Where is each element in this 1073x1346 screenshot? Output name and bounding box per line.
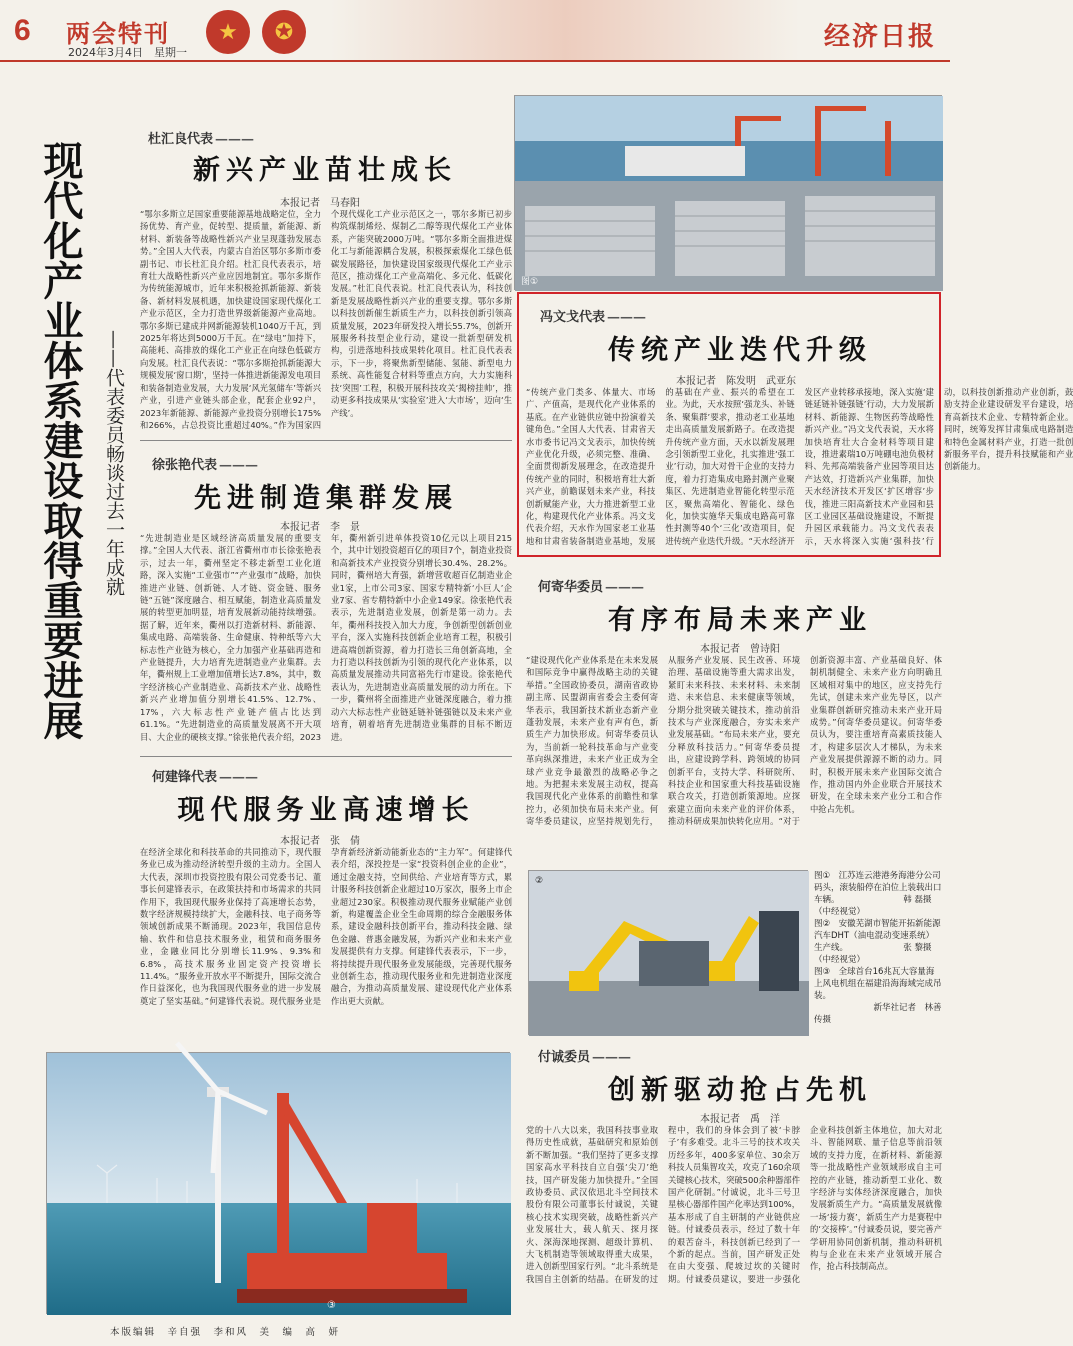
article-1-title: 新兴产业苗壮成长 bbox=[193, 155, 457, 186]
article-4-tag: 冯文戈代表 ——— bbox=[540, 306, 646, 325]
feature-subtitle: ——代表委员畅谈过去一年成就 bbox=[103, 330, 125, 596]
article-2-byline: 本报记者 李 景 bbox=[280, 522, 360, 533]
divider bbox=[140, 756, 512, 757]
article-6-body: 党的十八大以来，我国科技事业取得历史性成就，基础研究和原始创新不断加强。“我们坚持了更多支撑国家高水平科技自立自强‘尖刀’绝技，国产研发能力加快提升。”全国政协委员、武汉依迅北斗空间技术股份有限公司董事长付诚说，关键核心技术实现突破，战略性新兴产业发展壮大，载人航天、探月探火、深海深地探测、超级计算机、大飞机制造等领域取得重大成果，进入创新型国家行列。“北斗系统是我国自主创新的结晶。在研发的过程中，我们的身体会到了被‘卡脖子’有多难受。北斗三号的技术攻关历经多年，400多家单位、30余万科技人员集智攻关，攻克了160余项关键核心技术，突破500余种器部件国产化研制。”付诚说，北斗三号卫星核心器部件国产化率达到100%，基本形成了自主研制的产业链供应链。付诚委员表示，经过了数十年的艰苦奋斗，科技创新已经到了一个新的起点。当前，国产研发正处在由大变强、爬坡过坎的关键时期。付诚委员建议，要进一步强化企业科技创新主体地位，加大对北斗、智能网联、量子信息等前沿领域的支持力度，在新材料、新能源等一批战略性产业领域形成自主可控的产业链，推动新型工业化、数字经济与实体经济深度融合，加快发展新质生产力。“高质量发展就像一场‘接力赛’，新质生产力是赛程中的‘交接棒’。”付诚委员说，要完善产学研用协同创新机制，推动科研机构与企业在未来产业领域开展合作，抢占科技制高点。 bbox=[526, 1125, 942, 1284]
cppcc-emblem-icon: ✪ bbox=[262, 10, 306, 54]
article-2-title: 先进制造集群发展 bbox=[194, 483, 458, 514]
article-3-title: 现代服务业高速增长 bbox=[177, 795, 475, 826]
robot-arm-icon bbox=[529, 871, 809, 1036]
article-4-body: “传统产业门类多、体量大、市场广、产值高，是现代化产业体系的基底。在产业链供应链中扮演着关键角色。”全国人大代表、甘肃省天水市委书记冯文戈表示，加快传统产业优化升级，必须完整、准确、全面贯彻新发展理念，在改造提升传统产业的同时，积极培育壮大新兴产业，前瞻谋划未来产业，科技创新赋能产业，大力推进新型工业化，构建现代化产业体系。冯文戈代表介绍，天水作为国家老工业基地和甘肃省装备制造业基地，发展的基础在产业、振兴的希望在工业。为此，天水按照‘强龙头、补链条、聚集群’要求，推动老工业基地走出高质量发展新路子。在改造提升传统产业方面，天水以新发展理念引领新型工业化，扎实推进‘强工业’行动，加大对骨干企业的支持力度，着力打造集成电路封测产业聚集区、先进制造业智能化转型示范区，聚焦高端化、智能化、绿色化，加快实施华天集成电路高可靠性封测等40个‘三化’改造项目，促进传统产业迭代升级。“天水经济开发区产业转移承接地，深入实施‘建链延链补链强链’行动，大力发展新材料、新能源、生物医药等战略性新兴产业。”冯文戈代表说，天水将加快培育壮大合金材料等项目建设，推进素瑞10万吨硼电池负极材料、先邦高端装备产业园等项目达产达效，打造新兴产业集群，加快天水经济技术开发区‘扩区增容’步伐，推进三阳高新技术产业园和县区工业园区基础设施建设，不断提升园区承载能力。冯文戈代表表示，天水将深入实施‘强科技’行动，以科技创新推动产业创新，鼓励支持企业建设研发平台建设，培育高新技术企业、专精特新企业。同时，统筹发挥甘肃集成电路制造和特色金属材料产业，打造一批创新服务平台，提升科技赋能和产业创新能力。 bbox=[526, 387, 1073, 546]
port-photo bbox=[514, 95, 942, 290]
divider bbox=[140, 440, 512, 441]
article-3-tag: 何建锋代表 ——— bbox=[152, 766, 258, 785]
feature-title: 现代化产业体系建设取得重要进展 bbox=[37, 140, 83, 740]
article-5-title: 有序布局未来产业 bbox=[608, 605, 872, 636]
article-6-title: 创新驱动抢占先机 bbox=[608, 1075, 872, 1106]
port-icon bbox=[515, 96, 943, 291]
article-1-byline: 本报记者 马春阳 bbox=[280, 198, 360, 209]
article-5-body: “建设现代化产业体系是在未来发展和国际竞争中赢得战略主动的关键举措。”全国政协委员，湖南省政协副主席、民盟湖南省委会主委何寄华表示，我国新技术新业态新产业蓬勃发展，未来产业有声有色，新质生产力加快形成。何寄华委员认为，当前新一轮科技革命与产业变革向纵深推进，未来产业正成为全球产业竞争最激烈的战略必争之地。为把握未来发展主动权，提高我国现代化产业体系的前瞻性和掌控力，必须加快布局未来产业。何寄华委员建议，应坚持规划先行，从服务产业发展、民生改善、环境治理、基础设施等重大需求出发，紧盯未来科技、未来材料、未来制造、未来信息、未来健康等领域，分期分批突破关键技术，推动前沿技术与产业深度融合，夯实未来产业发展基础。“布局未来产业，要充分释放科技活力。”何寄华委员提出，应建设跨学科、跨领域的协同创新平台，支持大学、科研院所、科技企业和国家重大科技基础设施联合攻关，打造创新策源地。应探索建立面向未来产业的评价体系，推动科研成果加快转化应用。“对于创新资源丰富、产业基础良好、体制机制健全、未来产业方向明确且区域相对集中的地区，应支持先行先试，创建未来产业先导区，以产业集群创新研究推动未来产业开局成势。”何寄华委员建议。何寄华委员认为，要注重培育高素质技能人才，构建多层次人才梯队，为未来产业发展提供源源不断的动力。同时，积极开展未来产业国际交流合作，推动国内外企业联合开展技术研发，在全球未来产业分工和合作中抢占先机。 bbox=[526, 655, 942, 827]
header-band bbox=[330, 0, 800, 60]
photo-captions: 图① 江苏连云港港务海港分公司码头，滚装船停在泊位上装载出口车辆。 韩 磊摄（中经视觉） 图② 安徽芜湖市智能开拓新能源汽车DHT（油电混动变速系统）生产线。 张 黎摄（中经视觉） 图③ 全球首台16兆瓦大容量海上风电机组在福建沿海海域完成吊装。 新华社记者 林善传摄 bbox=[814, 871, 942, 1025]
wind-turbine-photo bbox=[46, 1052, 510, 1314]
photo-3-marker: ③ bbox=[327, 1300, 336, 1311]
article-1-body: “鄂尔多斯立足国家重要能源基地战略定位，全力扬优势、育产业，促转型、提质量，新能源、新材料、新装备等战略性新兴产业呈现蓬勃发展态势。”全国人大代表，内蒙古自治区鄂尔多斯市委副书记、市长杜汇良介绍。杜汇良代表表示，培育壮大战略性新兴产业应因地制宜。鄂尔多斯作为传统能源城市，近年来积极抢抓新能源、新装备、新材料发展机遇，加快建设国家现代煤化工产业示范区，全力打造世界级新能源产业高地。鄂尔多斯已建成并网新能源装机1040万千瓦，到2025年将达到5000万千瓦。在“绿电”加持下，高能耗、高排放的煤化工产业正在向绿色低碳方向发展。杜汇良代表说：“鄂尔多斯抢抓新能源大规模发展‘窗口期’，坚持一体推进新能源发电项目和装备制造业发展，大力发展‘风光氢储车’等新兴产业，引进产业链头部企业，配套企业92户，2023年新能源、新能源产业投资分别增长175%和266%，占总投资比重超过40%。”作为国家四个现代煤化工产业示范区之一，鄂尔多斯已初步构筑煤制烯烃、煤制乙二醇等现代煤化工产业体系，产能突破2000万吨。“鄂尔多斯全面推进煤化工与新能源耦合发展，积极探索煤化工绿色低碳发展路径，加快建设国家级现代煤化工产业示范区，推动煤化工产业高端化、多元化、低碳化发展。”杜汇良代表说。杜汇良代表认为，科技创新是发展战略性新兴产业的重要支撑。鄂尔多斯以科技创新催生新质生产力，以科技创新引领高质量发展，2023年研发投入增长55.7%，创新开展服务科技型企业行动，建设一批新型研发机构，引进落地科技成果转化项目。杜汇良代表表示，下一步，将聚焦新型储能、氢能、新型电力系统、高性能复合材料等重点方向，大力实施科技‘突围’工程，积极开展科技攻关‘揭榜挂帅’，推动更多科技成果从‘实验室’进入‘大市场’，迈向‘生产线’。 bbox=[140, 209, 512, 430]
article-4-byline: 本报记者 陈发明 武亚东 bbox=[676, 376, 796, 387]
section-title: 两会特刊 bbox=[66, 19, 170, 48]
photo-1-marker: 图① bbox=[521, 277, 539, 287]
page-number: 6 bbox=[14, 14, 31, 47]
article-2-body: “先进制造业是区域经济高质量发展的重要支撑。”全国人大代表、浙江省衢州市市长徐张艳表示，过去一年，衢州坚定不移走新型工业化道路，深入实施“工业强市”“产业强市”战略，加快推进产业链、创新链、人才链、资金链、服务链“五链”深度融合、相互赋能，制造业高质量发展的转型更加明显，培育发展新动能持续增强。据了解，近年来，衢州以打造新材料、新能源、集成电路、高端装备、生命健康、特种纸等六大标志性产业链为核心，全力加强产业基础再造和产业链提升，大力培育先进制造业产业集群。去年，衢州规上工业增加值增长达7.8%，其中，数字经济核心产业制造业、高新技术产业、战略性新兴产业增加值分别增长41.5%、12.7%、17%，六大标志性产业链产值占比达到61.1%。“先进制造业的高质量发展离不开大项目、大企业的硬核支撑。”徐张艳代表介绍，2023年，衢州新引进单体投资10亿元以上项目215个，其中计划投资超百亿的项目7个，制造业投资和高新技术产业投资分别增长30.4%、28.2%。同时，衢州培大育强，新增营收超百亿制造业企业1家，上市公司3家、国家专精特新‘小巨人’企业7家、省专精特新中小企业149家。徐张艳代表表示，先进制造业发展，创新是第一动力。去年，衢州科技投入加大力度，争创新型创新创业平台，深入实施科技创新企业培育工程，积极引进高端创新资源，着力打造长三角创新高地，全力打造以科技创新为引领的现代化产业体系，以高质量发展推动共同富裕先行市建设。徐张艳代表认为，先进制造业高质量发展的动力所在。下一步，衢州将全面推进产业链深度融合，着力推动六大标志性产业链延链补链强链以及未来产业培育，朝着培育先进制造业集群的目标不断迈进。 bbox=[140, 533, 512, 742]
article-5-tag: 何寄华委员 ——— bbox=[538, 576, 644, 595]
national-emblem-icon: ★ bbox=[206, 10, 250, 54]
page-header bbox=[0, 0, 950, 62]
newspaper-logo: 经济日报 bbox=[823, 22, 936, 52]
article-6-tag: 付诚委员 ——— bbox=[538, 1046, 631, 1065]
article-3-byline: 本报记者 张 倩 bbox=[280, 836, 360, 847]
article-1-tag: 杜汇良代表 ——— bbox=[148, 128, 254, 147]
svg-text:②: ② bbox=[535, 876, 544, 886]
article-2-tag: 徐张艳代表 ——— bbox=[152, 454, 258, 473]
issue-date: 2024年3月4日 星期一 bbox=[68, 46, 187, 59]
factory-robot-photo bbox=[528, 870, 808, 1035]
article-4-title: 传统产业迭代升级 bbox=[608, 335, 872, 366]
article-6-byline: 本报记者 禹 洋 bbox=[700, 1114, 780, 1125]
article-3-body: 在经济全球化和科技革命的共同推动下，现代服务业已成为推动经济转型升级的主动力。全国人大代表，深圳市投资控股有限公司党委书记、董事长何建锋表示，在政策扶持和市场需求的共同作用下，我国现代服务业保持了高速增长态势，数字经济规模持续扩大，金融科技、电子商务等领域创新成果不断涌现。2023年，我国信息传输、软件和信息技术服务业，租赁和商务服务业，金融业同比分别增长11.9%、9.3%和6.8%，高技术服务业固定资产投资增长11.4%。“服务业开放水平不断提升，国际交流合作日益深化，也为我国现代服务业的进一步发展奠定了坚实基础。”何建锋代表说。现代服务业是孕育新经济新动能新业态的“主力军”。何建锋代表介绍，深投控是一家“投资科创企业的企业”，通过金融支持，空间供给、产业培育等方式，累计服务科技创新企业超过10万家次，服务上市企业超过230家。积极推动现代服务业赋能产业创新，构建覆盖企业全生命周期的综合金融服务体系，建设金融科技创新平台，推动科技金融、绿色金融、普惠金融发展，为新兴产业和未来产业发展提供有力支撑。何建锋代表表示，下一步，将持续提升现代服务业发展能级，完善现代服务业创新生态，推动现代服务业和先进制造业深度融合，为推动高质量发展、建设现代化产业体系作出更大贡献。 bbox=[140, 847, 512, 1006]
page-footer-editors: 本版编辑 辛自强 李和风 美 编 高 妍 bbox=[110, 1327, 341, 1338]
article-5-byline: 本报记者 曾诗阳 bbox=[700, 644, 780, 655]
